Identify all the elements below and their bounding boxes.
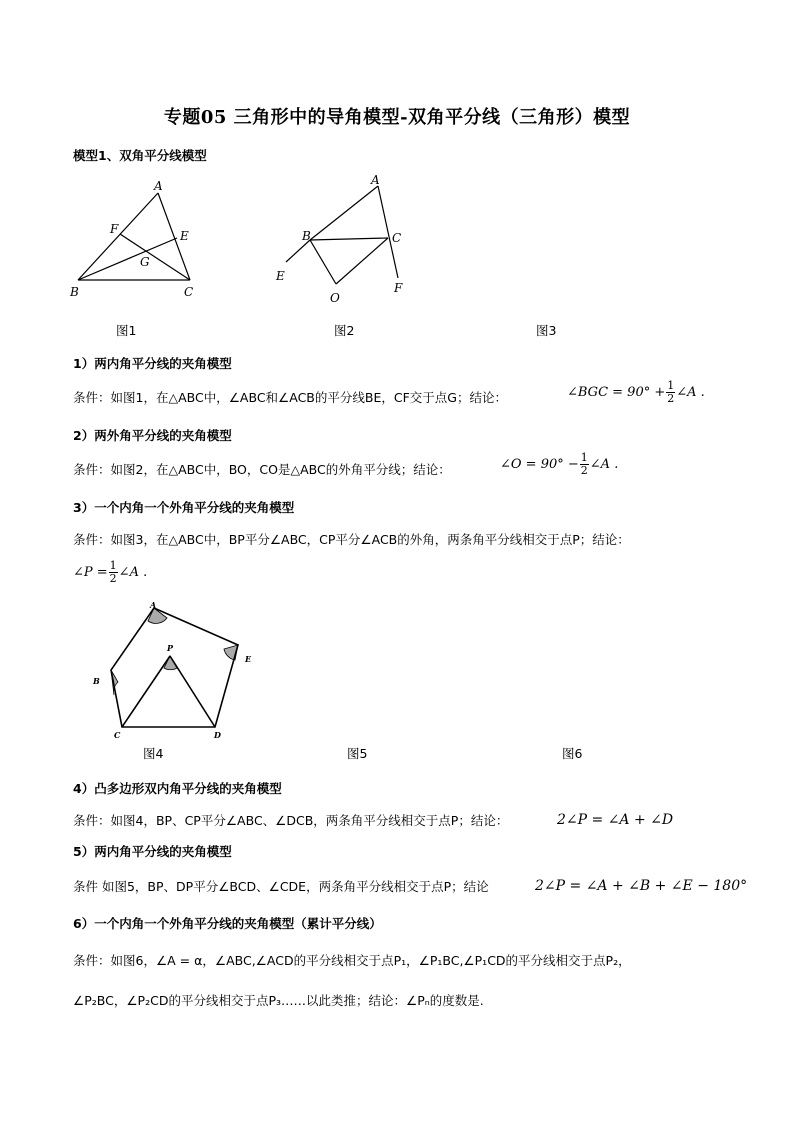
fig2-label-a: A	[371, 173, 380, 187]
caption-fig5: 图5	[347, 746, 368, 761]
fig1-label-g: G	[140, 255, 150, 269]
caption-fig6: 图6	[562, 746, 583, 761]
caption-fig3: 图3	[536, 323, 557, 338]
figure-1	[68, 172, 208, 302]
fig4-bisector-dp	[170, 656, 215, 727]
s2-text: 条件：如图2，在△ABC中，BO，CO是△ABC的外角平分线；结论：	[73, 462, 451, 477]
s3-heading: 3）一个内角一个外角平分线的夹角模型	[73, 500, 295, 515]
s1-heading: 1）两内角平分线的夹角模型	[73, 356, 232, 371]
figure-2	[268, 168, 418, 308]
caption-fig2: 图2	[334, 323, 355, 338]
s3-formula: ∠P = $\frac{1}{2}$ ∠A .	[73, 559, 148, 585]
fig1-label-e: E	[180, 229, 189, 243]
fig1-label-a: A	[154, 179, 163, 193]
model1-heading: 模型1、双角平分线模型	[73, 148, 207, 163]
s1-text: 条件：如图1，在△ABC中，∠ABC和∠ACB的平分线BE，CF交于点G；结论：	[73, 390, 507, 405]
fig4-label-p: P	[167, 643, 174, 653]
s4-text: 条件：如图4，BP、CP平分∠ABC、∠DCB，两条角平分线相交于点P；结论：	[73, 813, 509, 828]
fig2-ext-be	[286, 240, 310, 262]
s5-formula: 2∠P = ∠A + ∠B + ∠E − 180°	[535, 878, 748, 894]
s1-formula: ∠BGC = 90° + $\frac{1}{2}$ ∠A .	[567, 379, 705, 405]
fig1-bisector-be	[78, 238, 177, 280]
fig2-side-bc	[310, 238, 388, 240]
s4-formula: 2∠P = ∠A + ∠D	[557, 812, 674, 828]
fig1-label-b: B	[70, 285, 79, 299]
fig2-label-c: C	[392, 231, 402, 245]
fig4-label-e: E	[245, 654, 252, 664]
fig2-label-e: E	[276, 269, 285, 283]
s6-heading: 6）一个内角一个外角平分线的夹角模型（累计平分线）	[73, 916, 382, 931]
s6-line2: ∠P₂BC，∠P₂CD的平分线相交于点P₃……以此类推；结论：∠Pₙ的度数是.	[73, 993, 484, 1008]
fig1-label-c: C	[184, 285, 194, 299]
s6-line1: 条件：如图6，∠A = α，∠ABC,∠ACD的平分线相交于点P₁，∠P₁BC,∠P₁CD的平分线相交于点P₂，	[73, 953, 631, 968]
caption-fig4: 图4	[143, 746, 164, 761]
fig2-label-o: O	[330, 291, 340, 305]
fig2-side-ab	[310, 186, 378, 240]
fig2-bisector-bo	[310, 240, 336, 284]
fig4-label-b: B	[93, 676, 100, 686]
page-title: 专题05 三角形中的导角模型-双角平分线（三角形）模型	[163, 107, 631, 128]
s5-text: 条件 如图5，BP、DP平分∠BCD、∠CDE，两条角平分线相交于点P；结论	[73, 879, 489, 894]
s3-text: 条件：如图3，在△ABC中，BP平分∠ABC，CP平分∠ACB的外角，两条角平分线相交于点P；结论：	[73, 532, 630, 547]
fig2-label-b: B	[302, 229, 311, 243]
fig4-label-a: A	[150, 600, 157, 610]
s2-heading: 2）两外角平分线的夹角模型	[73, 428, 232, 443]
figure-4	[88, 600, 258, 740]
fig4-label-c: C	[114, 730, 121, 740]
fig2-label-f: F	[394, 281, 403, 295]
fig4-label-d: D	[214, 730, 221, 740]
fig1-label-f: F	[110, 222, 119, 236]
fig4-bisector-cp	[122, 656, 170, 727]
s4-heading: 4）凸多边形双内角平分线的夹角模型	[73, 781, 282, 796]
fig2-bisector-co	[336, 238, 388, 284]
s5-heading: 5）两内角平分线的夹角模型	[73, 844, 232, 859]
s2-formula: ∠O = 90° − $\frac{1}{2}$ ∠A .	[500, 451, 619, 477]
caption-fig1: 图1	[116, 323, 137, 338]
